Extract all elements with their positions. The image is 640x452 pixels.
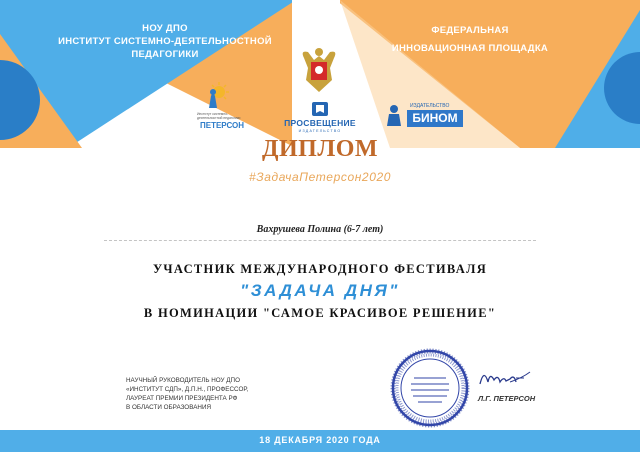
divider-line [104, 240, 536, 241]
prosveshchenie-sub: ИЗДАТЕЛЬСТВО [298, 129, 342, 133]
recipient-name: Вахрушева Полина (6-7 лет) [256, 224, 384, 235]
binom-logo: БИНОМ [407, 110, 463, 127]
hashtag: #ЗадачаПетерсон2020 [248, 170, 392, 184]
coat-of-arms-icon [298, 46, 340, 96]
signatory-name: Л.Г. ПЕТЕРСОН [478, 394, 536, 403]
peterson-small-line: Институт системно- [197, 112, 229, 116]
left-organization [40, 22, 290, 61]
binom-figure-icon [383, 104, 405, 128]
peterson-logo-name: ПЕТЕРСОН [200, 121, 245, 130]
peterson-logo-small [197, 112, 240, 120]
supervisor-line: «ИНСТИТУТ СДП», Д.П.Н., ПРОФЕССОР, [126, 386, 249, 393]
footer-date: 18 ДЕКАБРЯ 2020 ГОДА [259, 435, 381, 445]
participant-line: УЧАСТНИК МЕЖДУНАРОДНОГО ФЕСТИВАЛЯ [152, 262, 488, 276]
right-org-line: ФЕДЕРАЛЬНАЯ [431, 25, 509, 36]
nomination-line: В НОМИНАЦИИ "САМОЕ КРАСИВОЕ РЕШЕНИЕ" [143, 306, 497, 320]
handwritten-signature-icon [476, 364, 532, 392]
left-org-line: НОУ ДПО [142, 23, 188, 34]
supervisor-line: В ОБЛАСТИ ОБРАЗОВАНИЯ [126, 404, 212, 411]
festival-name: "ЗАДАЧА ДНЯ" [240, 281, 400, 300]
prosveshchenie-book-icon [310, 101, 330, 117]
supervisor-title [126, 376, 248, 412]
supervisor-line: ЛАУРЕАТ ПРЕМИИ ПРЕЗИДЕНТА РФ [126, 395, 238, 402]
prosveshchenie-logo: ПРОСВЕЩЕНИЕ [284, 118, 356, 128]
diploma-title: ДИПЛОМ [261, 136, 379, 162]
left-org-line: ИНСТИТУТ СИСТЕМНО-ДЕЯТЕЛЬНОСТНОЙ [58, 36, 272, 47]
official-stamp-icon [390, 348, 470, 428]
supervisor-line: НАУЧНЫЙ РУКОВОДИТЕЛЬ НОУ ДПО [126, 377, 240, 384]
right-organization [370, 22, 570, 58]
right-org-line: ИННОВАЦИОННАЯ ПЛОЩАДКА [391, 43, 549, 54]
peterson-small-line: деятельностной педагогики [197, 116, 241, 120]
peterson-sun-icon [201, 82, 235, 110]
left-org-line: ПЕДАГОГИКИ [131, 49, 199, 60]
binom-small: ИЗДАТЕЛЬСТВО [410, 103, 450, 109]
